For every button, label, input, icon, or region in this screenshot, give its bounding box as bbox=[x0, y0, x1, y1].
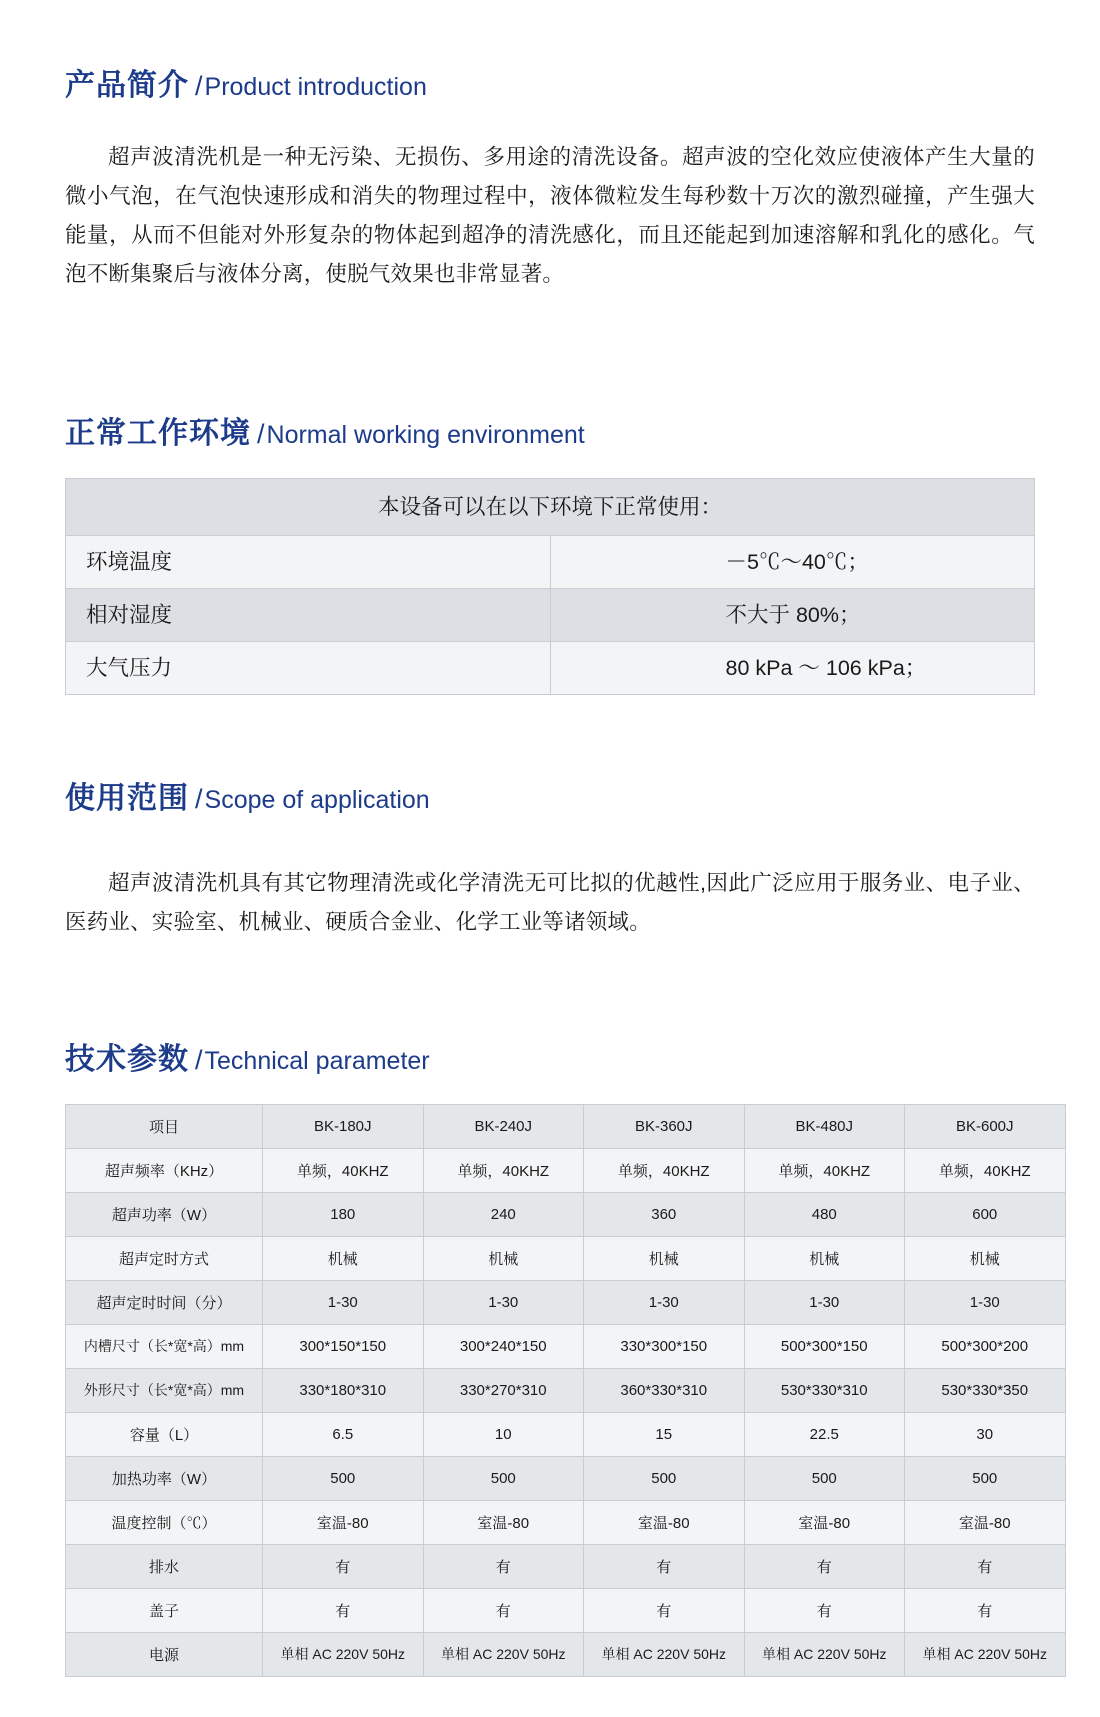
table-cell: 有 bbox=[744, 1544, 905, 1588]
table-cell: 300*240*150 bbox=[423, 1324, 584, 1368]
table-cell: 单相 AC 220V 50Hz bbox=[423, 1632, 584, 1676]
table-cell: 室温-80 bbox=[905, 1500, 1066, 1544]
heading-en-text: Technical parameter bbox=[204, 1046, 430, 1075]
heading-separator: / bbox=[257, 418, 265, 449]
table-cell: 360 bbox=[584, 1192, 745, 1236]
column-header: BK-240J bbox=[423, 1104, 584, 1148]
table-cell: 单频，40KHZ bbox=[584, 1148, 745, 1192]
table-cell: 22.5 bbox=[744, 1412, 905, 1456]
table-cell: 360*330*310 bbox=[584, 1368, 745, 1412]
heading-separator: / bbox=[195, 1044, 203, 1075]
table-cell: 500 bbox=[744, 1456, 905, 1500]
column-header: 项目 bbox=[66, 1104, 263, 1148]
table-cell: 500 bbox=[905, 1456, 1066, 1500]
table-row bbox=[66, 1236, 1066, 1280]
technical-parameter-table bbox=[65, 1104, 1066, 1677]
row-label: 超声定时时间（分） bbox=[66, 1280, 263, 1324]
table-cell: 有 bbox=[584, 1544, 745, 1588]
table-cell: 单相 AC 220V 50Hz bbox=[263, 1632, 424, 1676]
table-cell: 1-30 bbox=[905, 1280, 1066, 1324]
environment-value: 不大于 80%； bbox=[550, 588, 1035, 641]
row-label: 内槽尺寸（长*宽*高）mm bbox=[66, 1324, 263, 1368]
environment-table-title: 本设备可以在以下环境下正常使用： bbox=[66, 478, 1035, 535]
heading-separator: / bbox=[195, 783, 203, 814]
row-label: 超声频率（KHz） bbox=[66, 1148, 263, 1192]
table-cell: 300*150*150 bbox=[263, 1324, 424, 1368]
table-cell: 有 bbox=[584, 1588, 745, 1632]
heading-cn-text: 使用范围 bbox=[65, 781, 189, 815]
table-row bbox=[66, 1324, 1066, 1368]
table-cell: 1-30 bbox=[263, 1280, 424, 1324]
table-cell: 330*270*310 bbox=[423, 1368, 584, 1412]
table-cell: 480 bbox=[744, 1192, 905, 1236]
row-label: 容量（L） bbox=[66, 1412, 263, 1456]
table-row bbox=[66, 641, 1035, 694]
table-row-header bbox=[66, 1104, 1066, 1148]
table-cell: 机械 bbox=[744, 1236, 905, 1280]
table-cell: 室温-80 bbox=[744, 1500, 905, 1544]
table-cell: 有 bbox=[423, 1588, 584, 1632]
section-heading-technical-parameter bbox=[65, 1034, 1035, 1078]
table-row bbox=[66, 1500, 1066, 1544]
table-cell: 500*300*200 bbox=[905, 1324, 1066, 1368]
environment-key: 环境温度 bbox=[66, 535, 551, 588]
table-cell: 室温-80 bbox=[263, 1500, 424, 1544]
table-cell: 有 bbox=[905, 1588, 1066, 1632]
table-row bbox=[66, 588, 1035, 641]
table-cell: 机械 bbox=[423, 1236, 584, 1280]
table-cell: 15 bbox=[584, 1412, 745, 1456]
table-cell: 单频，40KHZ bbox=[423, 1148, 584, 1192]
heading-cn-text: 正常工作环境 bbox=[65, 416, 251, 450]
environment-table bbox=[65, 478, 1035, 695]
table-cell: 有 bbox=[263, 1544, 424, 1588]
table-row bbox=[66, 1544, 1066, 1588]
table-cell: 6.5 bbox=[263, 1412, 424, 1456]
environment-key: 相对湿度 bbox=[66, 588, 551, 641]
row-label: 加热功率（W） bbox=[66, 1456, 263, 1500]
row-label: 外形尺寸（长*宽*高）mm bbox=[66, 1368, 263, 1412]
column-header: BK-360J bbox=[584, 1104, 745, 1148]
table-cell: 500 bbox=[423, 1456, 584, 1500]
table-cell: 500*300*150 bbox=[744, 1324, 905, 1368]
heading-separator: / bbox=[195, 71, 203, 101]
column-header: BK-180J bbox=[263, 1104, 424, 1148]
table-cell: 单相 AC 220V 50Hz bbox=[584, 1632, 745, 1676]
table-cell: 单频，40KHZ bbox=[263, 1148, 424, 1192]
environment-value: 80 kPa ～ 106 kPa； bbox=[550, 641, 1035, 694]
heading-cn-text: 产品简介 bbox=[65, 69, 189, 102]
table-cell: 180 bbox=[263, 1192, 424, 1236]
table-cell: 有 bbox=[744, 1588, 905, 1632]
table-cell: 室温-80 bbox=[423, 1500, 584, 1544]
table-cell: 30 bbox=[905, 1412, 1066, 1456]
heading-en-text: Product introduction bbox=[204, 73, 427, 101]
table-row bbox=[66, 1412, 1066, 1456]
row-label: 超声定时方式 bbox=[66, 1236, 263, 1280]
table-cell: 500 bbox=[263, 1456, 424, 1500]
table-row bbox=[66, 1192, 1066, 1236]
table-cell: 单频，40KHZ bbox=[905, 1148, 1066, 1192]
table-cell: 有 bbox=[423, 1544, 584, 1588]
section-heading-normal-working-environment bbox=[65, 408, 1035, 452]
table-cell: 330*300*150 bbox=[584, 1324, 745, 1368]
row-label: 超声功率（W） bbox=[66, 1192, 263, 1236]
table-row bbox=[66, 1148, 1066, 1192]
section-heading-product-introduction bbox=[65, 60, 1035, 104]
table-row bbox=[66, 1368, 1066, 1412]
table-row bbox=[66, 1588, 1066, 1632]
table-cell: 1-30 bbox=[584, 1280, 745, 1324]
environment-value: －5℃～40℃； bbox=[550, 535, 1035, 588]
table-row bbox=[66, 535, 1035, 588]
table-cell: 单相 AC 220V 50Hz bbox=[744, 1632, 905, 1676]
table-cell: 1-30 bbox=[423, 1280, 584, 1324]
table-cell: 530*330*350 bbox=[905, 1368, 1066, 1412]
table-cell: 机械 bbox=[584, 1236, 745, 1280]
table-cell: 室温-80 bbox=[584, 1500, 745, 1544]
heading-en-text: Scope of application bbox=[204, 785, 430, 814]
table-cell: 单频，40KHZ bbox=[744, 1148, 905, 1192]
table-cell: 500 bbox=[584, 1456, 745, 1500]
table-cell: 1-30 bbox=[744, 1280, 905, 1324]
table-row-header bbox=[66, 478, 1035, 535]
table-cell: 有 bbox=[263, 1588, 424, 1632]
section-heading-scope-of-application bbox=[65, 773, 1035, 817]
table-cell: 10 bbox=[423, 1412, 584, 1456]
product-introduction-paragraph: 超声波清洗机是一种无污染、无损伤、多用途的清洗设备。超声波的空化效应使液体产生大量的微小气泡，在气泡快速形成和消失的物理过程中，液体微粒发生每秒数十万次的激烈碰撞，产生强大能量，从而不但能对外形复杂的物体起到超净的清洗感化，而且还能起到加速溶解和乳化的感化。气泡不断集聚后与液体分离，使脱气效果也非常显著。 bbox=[65, 145, 1035, 286]
row-label: 排水 bbox=[66, 1544, 263, 1588]
column-header: BK-600J bbox=[905, 1104, 1066, 1148]
table-row bbox=[66, 1280, 1066, 1324]
heading-en-text: Normal working environment bbox=[266, 420, 585, 449]
row-label: 盖子 bbox=[66, 1588, 263, 1632]
table-row bbox=[66, 1456, 1066, 1500]
row-label: 电源 bbox=[66, 1632, 263, 1676]
table-cell: 330*180*310 bbox=[263, 1368, 424, 1412]
table-cell: 600 bbox=[905, 1192, 1066, 1236]
table-cell: 单相 AC 220V 50Hz bbox=[905, 1632, 1066, 1676]
scope-of-application-paragraph: 超声波清洗机具有其它物理清洗或化学清洗无可比拟的优越性,因此广泛应用于服务业、电子业、医药业、实验室、机械业、硬质合金业、化学工业等诸领域。 bbox=[65, 871, 1035, 934]
column-header: BK-480J bbox=[744, 1104, 905, 1148]
table-cell: 机械 bbox=[905, 1236, 1066, 1280]
environment-key: 大气压力 bbox=[66, 641, 551, 694]
table-row bbox=[66, 1632, 1066, 1676]
table-cell: 240 bbox=[423, 1192, 584, 1236]
table-cell: 530*330*310 bbox=[744, 1368, 905, 1412]
table-cell: 有 bbox=[905, 1544, 1066, 1588]
row-label: 温度控制（℃） bbox=[66, 1500, 263, 1544]
table-cell: 机械 bbox=[263, 1236, 424, 1280]
heading-cn-text: 技术参数 bbox=[65, 1042, 189, 1076]
